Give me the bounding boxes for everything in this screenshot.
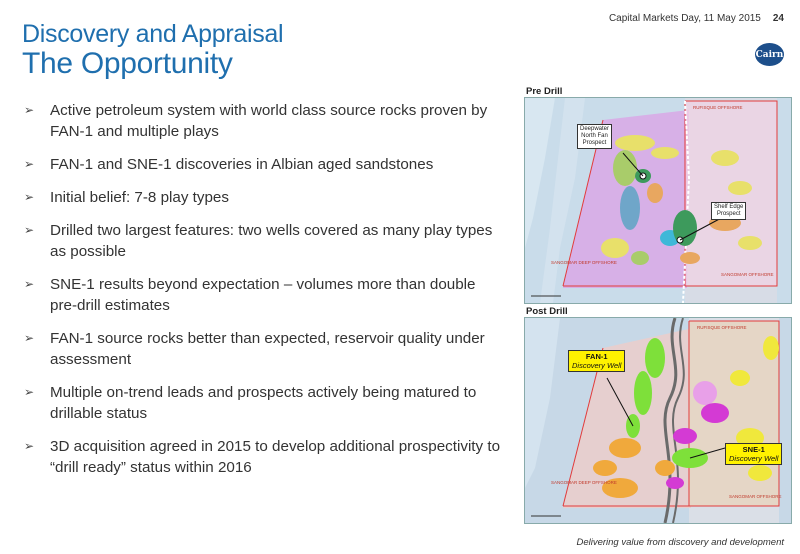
- post-drill-label: Post Drill: [526, 306, 568, 317]
- well-status: Discovery Well: [572, 361, 622, 370]
- callout-line: North Fan: [581, 133, 608, 139]
- arrow-bullet-icon: ➢: [24, 385, 35, 399]
- slide-section-title: Discovery and Appraisal: [22, 20, 284, 48]
- bullet-text: FAN-1 source rocks better than expected, reservoir quality under assessment: [50, 330, 485, 368]
- pre-drill-map-graphic: [525, 98, 791, 303]
- bullet-text: Initial belief: 7-8 play types: [50, 189, 229, 206]
- block-label: SANGOMAR OFFSHORE: [729, 494, 782, 499]
- block-label: SANGOMAR DEEP OFFSHORE: [551, 480, 617, 485]
- well-name: SNE-1: [742, 445, 765, 454]
- block-label: SANGOMAR DEEP OFFSHORE: [551, 260, 617, 265]
- bullet-item: [22, 382, 502, 424]
- bullet-text: FAN-1 and SNE-1 discoveries in Albian aged sandstones: [50, 156, 434, 173]
- arrow-bullet-icon: ➢: [24, 331, 35, 345]
- fan-1-discovery-label: [568, 350, 625, 372]
- block-label: RUFISQUE OFFSHORE: [697, 325, 747, 330]
- pre-drill-map: [524, 97, 792, 304]
- bullet-text: Active petroleum system with world class source rocks proven by FAN-1 and multiple plays: [50, 102, 488, 140]
- callout-line: Prospect: [716, 211, 741, 217]
- sne-1-discovery-label: [725, 443, 782, 465]
- pre-drill-label: Pre Drill: [526, 86, 563, 97]
- bullet-text: Drilled two largest features: two wells covered as many play types as possible: [50, 222, 493, 260]
- logo-text: Cairn: [755, 49, 784, 60]
- event-label: Capital Markets Day, 11 May 2015: [608, 13, 761, 24]
- block-label: SANGOMAR OFFSHORE: [721, 272, 774, 277]
- callout-line: Deepwater: [580, 126, 610, 132]
- prospect-callout: [577, 124, 612, 149]
- bullet-item: [22, 220, 502, 262]
- slide-title: The Opportunity: [22, 47, 233, 80]
- well-name: FAN-1: [585, 352, 608, 361]
- page-number: 24: [772, 13, 784, 24]
- post-drill-map-graphic: [525, 318, 791, 523]
- bullet-text: SNE-1 results beyond expectation – volumes more than double pre-drill estimates: [50, 276, 476, 314]
- callout-line: Prospect: [582, 140, 607, 146]
- well-status: Discovery Well: [729, 454, 779, 463]
- footer-tagline: Delivering value from discovery and development: [576, 537, 784, 548]
- arrow-bullet-icon: ➢: [24, 277, 35, 291]
- bullet-item: [22, 187, 502, 208]
- post-drill-map: [524, 317, 792, 524]
- slide-header: [609, 13, 784, 24]
- arrow-bullet-icon: ➢: [24, 223, 35, 237]
- arrow-bullet-icon: ➢: [24, 157, 35, 171]
- bullet-item: [22, 154, 502, 175]
- cairn-logo: [755, 43, 784, 66]
- arrow-bullet-icon: ➢: [24, 103, 35, 117]
- bullet-text: 3D acquisition agreed in 2015 to develop additional prospectivity to “drill ready” status within 2016: [50, 438, 501, 476]
- bullet-item: [22, 100, 502, 142]
- bullet-text: Multiple on-trend leads and prospects actively being matured to drillable status: [50, 384, 477, 422]
- prospect-callout: [711, 202, 746, 220]
- bullet-list: [22, 100, 502, 490]
- arrow-bullet-icon: ➢: [24, 439, 35, 453]
- bullet-item: [22, 436, 502, 478]
- bullet-item: [22, 328, 502, 370]
- bullet-item: [22, 274, 502, 316]
- arrow-bullet-icon: ➢: [24, 190, 35, 204]
- block-label: RUFISQUE OFFSHORE: [693, 105, 743, 110]
- callout-line: Shelf Edge: [714, 204, 744, 210]
